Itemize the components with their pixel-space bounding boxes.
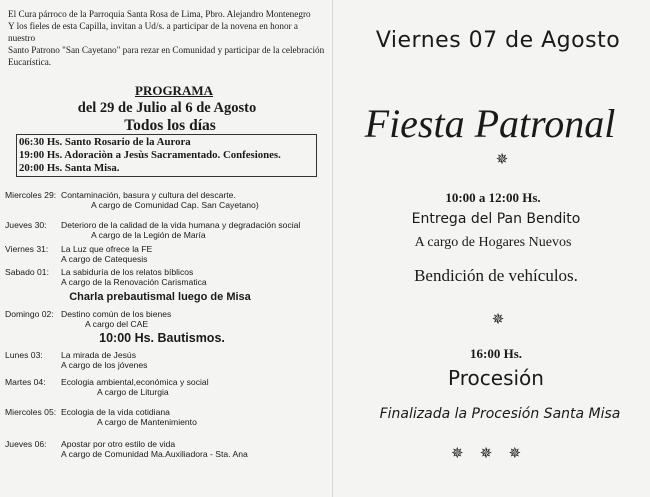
entrega-heading: Entrega del Pan Bendito bbox=[411, 211, 581, 227]
event-date: Domingo 02: bbox=[5, 309, 54, 319]
event-desc: La mirada de Jesús bbox=[61, 350, 136, 360]
todos-los-dias-heading: Todos los días bbox=[124, 117, 216, 134]
programa-title: PROGRAMA bbox=[135, 83, 213, 98]
daily-item: 19:00 Hs. Adoraciòn a Jesùs Sacramentado. Confesiones. bbox=[19, 149, 281, 161]
event-date-heading: Viernes 07 de Agosto bbox=[375, 28, 621, 53]
event-row bbox=[5, 267, 207, 287]
event-row bbox=[5, 190, 259, 210]
event-sub: A cargo de Comunidad Ma.Auxiliadora - Sta. Ana bbox=[61, 449, 248, 459]
intro-line: El Cura párroco de la Parroquia Santa Rosa de Lima, Pbro. Alejandro Montenegro bbox=[8, 9, 311, 19]
event-row bbox=[5, 220, 301, 240]
event-desc: Destino común de los bienes bbox=[61, 309, 172, 319]
triple-star-ornament-icon: ✵ ✵ ✵ bbox=[450, 445, 528, 462]
bendicion-heading: Bendición de vehículos. bbox=[414, 266, 578, 285]
event-row bbox=[5, 407, 197, 427]
fiesta-patronal-title: Fiesta Patronal bbox=[364, 101, 616, 146]
event-date: Viernes 31: bbox=[5, 244, 49, 254]
event-date: Miercoles 05: bbox=[5, 407, 57, 417]
charla-banner: Charla prebautismal luego de Misa bbox=[69, 291, 251, 303]
event-date: Martes 04: bbox=[5, 377, 46, 387]
procesion-heading: Procesión bbox=[448, 366, 544, 390]
time-afternoon: 16:00 Hs. bbox=[470, 346, 522, 361]
bautismos-banner: 10:00 Hs. Bautismos. bbox=[99, 331, 225, 345]
star-ornament-icon: ✵ bbox=[491, 311, 505, 328]
intro-paragraph bbox=[8, 8, 326, 68]
time-morning: 10:00 a 12:00 Hs. bbox=[445, 190, 541, 205]
event-row bbox=[5, 309, 172, 329]
event-date: Miercoles 29: bbox=[5, 190, 57, 200]
finalizada-line: Finalizada la Procesión Santa Misa bbox=[379, 406, 621, 422]
intro-line: Santo Patrono "San Cayetano" para rezar en Comunidad y participar de la celebración bbox=[8, 45, 325, 55]
daily-schedule-box bbox=[16, 134, 317, 177]
event-date: Sabado 01: bbox=[5, 267, 49, 277]
event-row bbox=[5, 350, 148, 370]
event-sub: A cargo de la Renovación Carismatica bbox=[61, 277, 207, 287]
event-desc: Ecologia de la vida cotidiana bbox=[61, 407, 170, 417]
event-row bbox=[5, 377, 209, 397]
event-sub: A cargo de Comunidad Cap. San Cayetano) bbox=[91, 200, 259, 210]
star-ornament-icon: ✵ bbox=[495, 151, 509, 168]
intro-line: Y los fieles de esta Capilla, invitan a Ud/s. a participar de la novena en honor a nuestro bbox=[8, 21, 298, 43]
event-sub: A cargo de Liturgia bbox=[97, 387, 169, 397]
fold-line bbox=[332, 0, 333, 497]
event-date: Jueves 30: bbox=[5, 220, 47, 230]
event-desc: Deterioro de la calidad de la vida humana y degradación social bbox=[61, 220, 301, 230]
intro-line: Eucarística. bbox=[8, 57, 52, 67]
event-desc: La sabiduría de los relatos bíblicos bbox=[61, 267, 194, 277]
daily-item: 06:30 Hs. Santo Rosario de la Aurora bbox=[19, 136, 191, 148]
event-desc: Contaminación, basura y cultura del descarte. bbox=[61, 190, 236, 200]
event-row bbox=[5, 244, 153, 264]
event-sub: A cargo de Catequesis bbox=[61, 254, 148, 264]
event-sub: A cargo del CAE bbox=[85, 319, 149, 329]
programa-dates: del 29 de Julio al 6 de Agosto bbox=[77, 100, 257, 116]
event-desc: Apostar por otro estilo de vida bbox=[61, 439, 176, 449]
event-sub: A cargo de los jóvenes bbox=[61, 360, 148, 370]
event-date: Lunes 03: bbox=[5, 350, 43, 360]
event-sub: A cargo de Mantenimiento bbox=[97, 417, 197, 427]
event-sub: A cargo de la Legión de María bbox=[91, 230, 206, 240]
event-desc: La Luz que ofrece la FE bbox=[61, 244, 153, 254]
event-date: Jueves 06: bbox=[5, 439, 47, 449]
daily-item: 20:00 Hs. Santa Misa. bbox=[19, 162, 120, 174]
entrega-sub: A cargo de Hogares Nuevos bbox=[414, 235, 572, 250]
event-desc: Ecologia ambiental,económica y social bbox=[61, 377, 209, 387]
event-row bbox=[5, 439, 248, 459]
